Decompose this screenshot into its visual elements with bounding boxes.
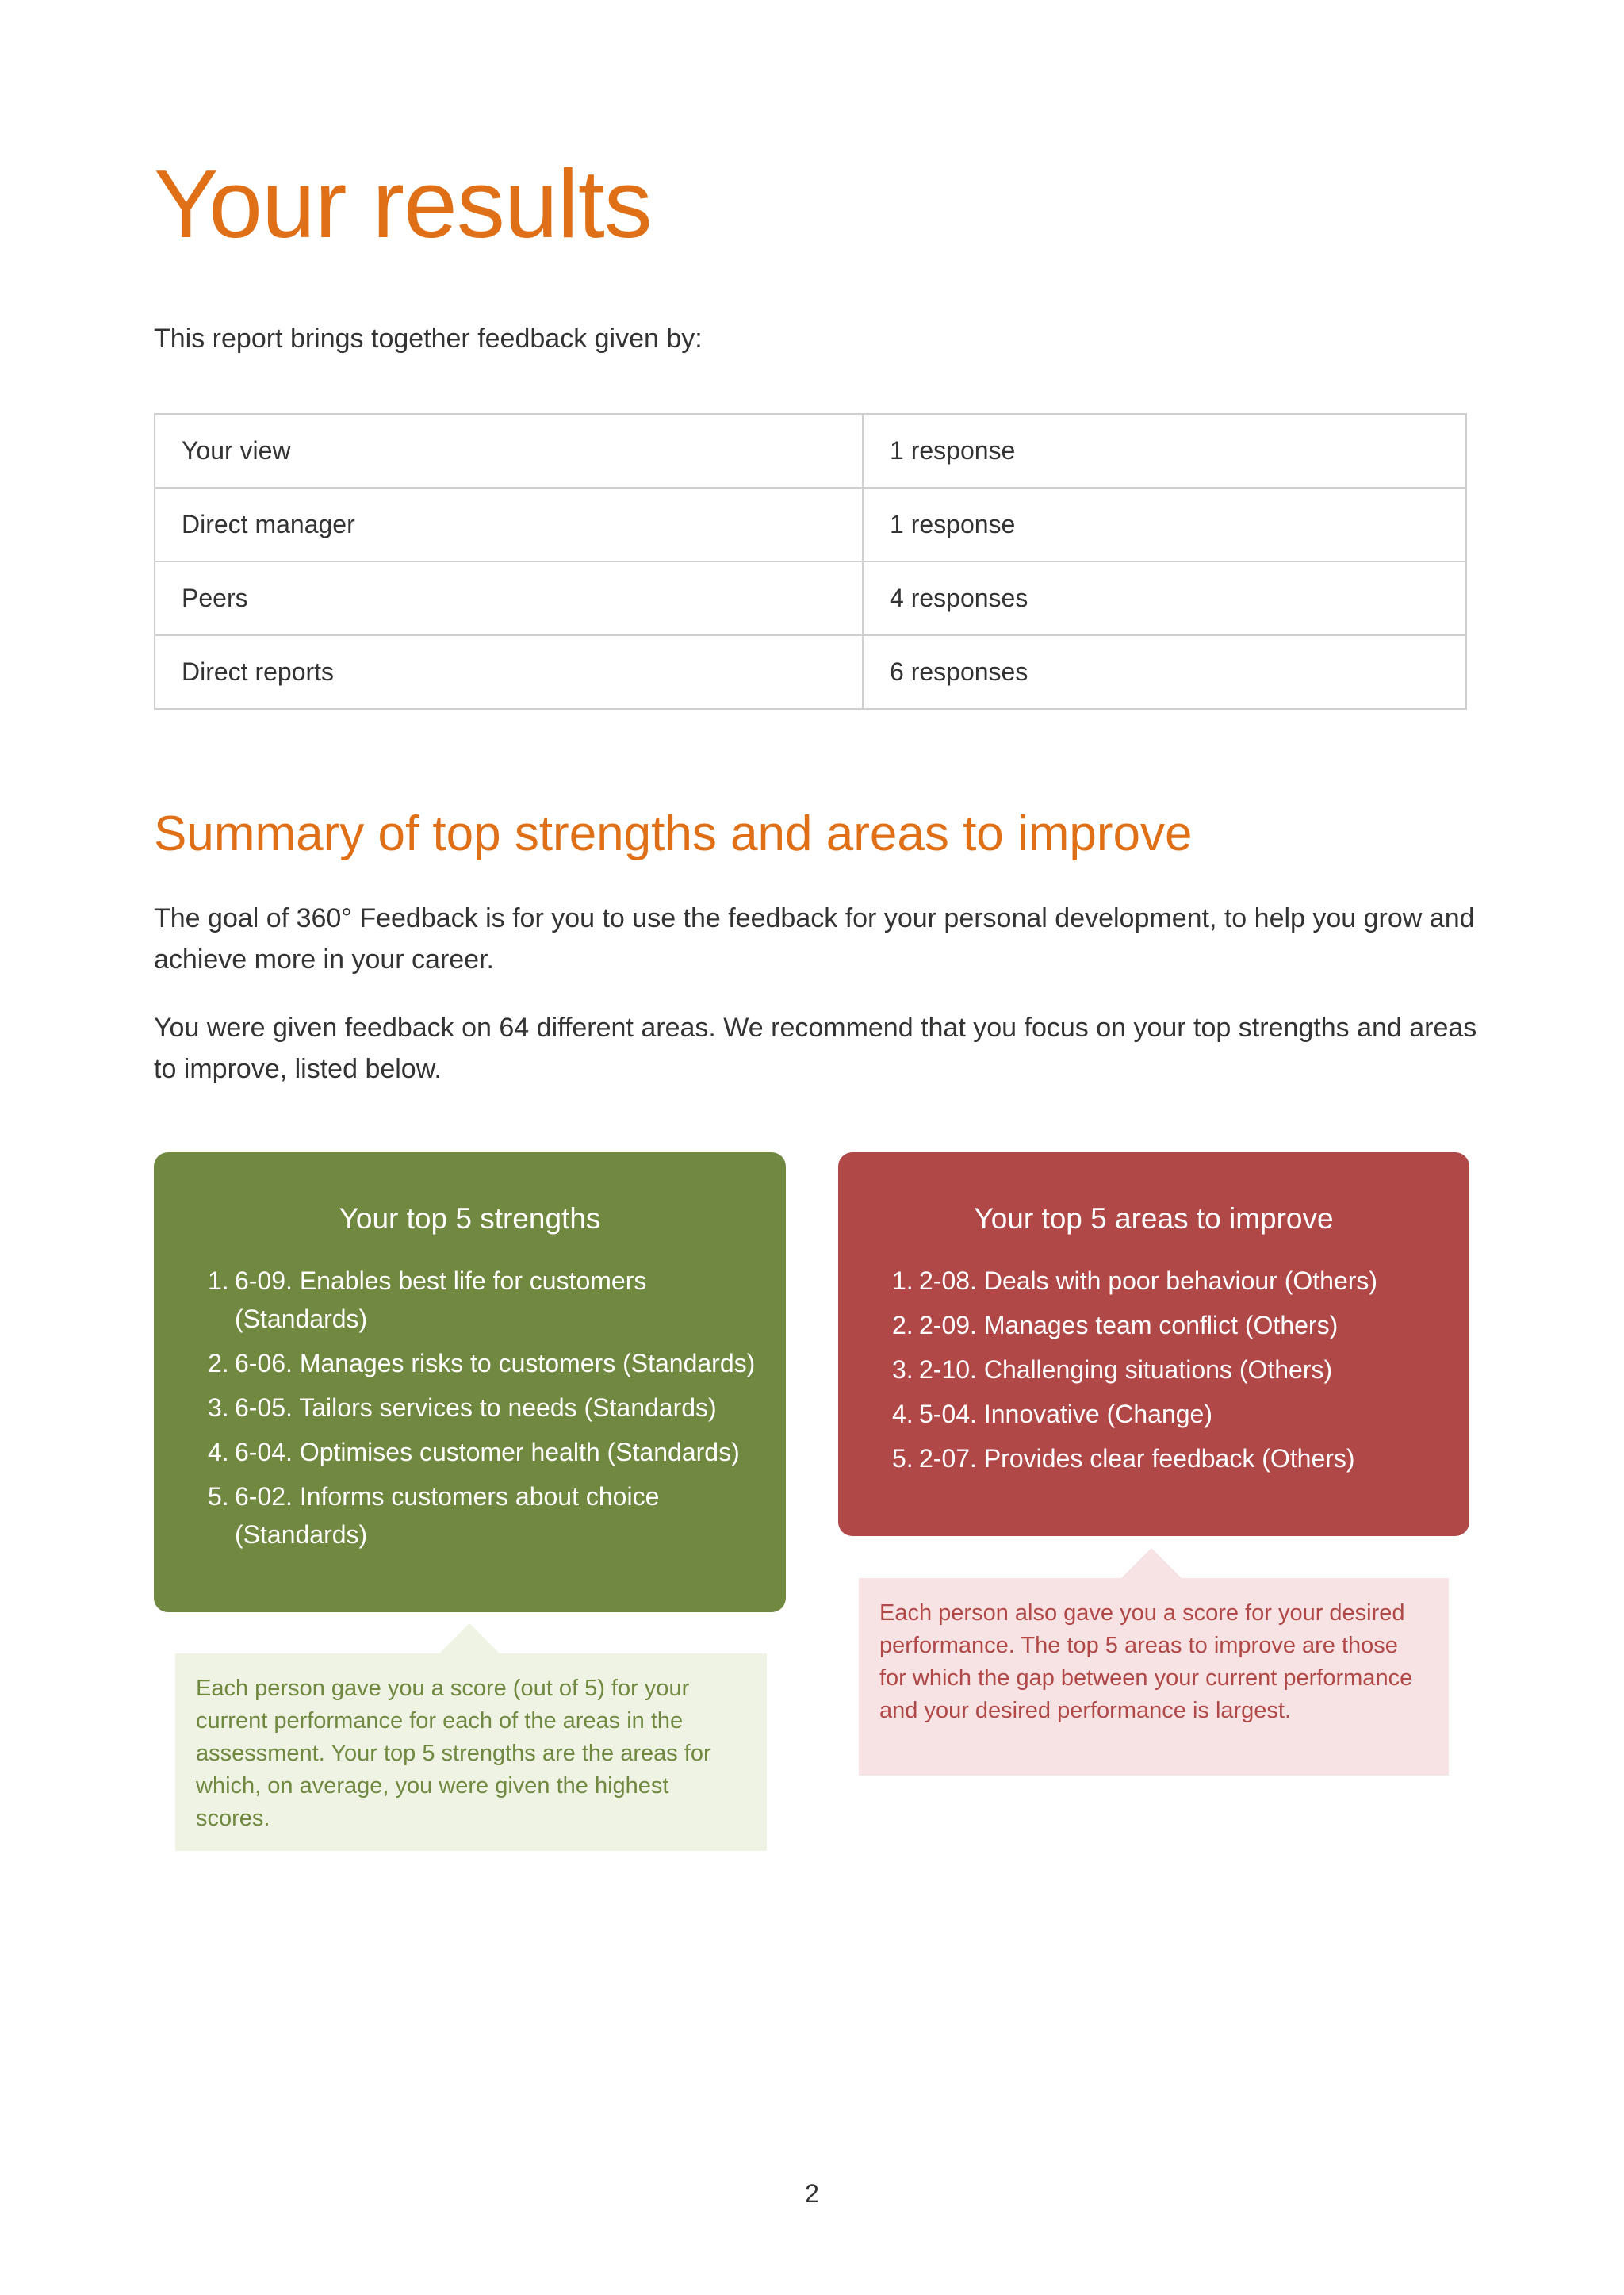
improve-note-text: Each person also gave you a score for your desired performance. The top 5 areas to improve are those for which the gap between your current performance and your desired performance is largest. — [879, 1600, 1413, 1723]
table-row — [155, 488, 1466, 561]
item-text: 6-04. Optimises customer health (Standards) — [235, 1438, 740, 1467]
respondent-group-cell: Direct reports — [155, 635, 863, 709]
item-number: 5. — [208, 1482, 229, 1511]
item-number: 2. — [892, 1311, 914, 1340]
item-number: 3. — [208, 1393, 229, 1423]
item-number: 5. — [892, 1444, 914, 1473]
callout-arrow — [439, 1623, 500, 1653]
strengths-list — [154, 1262, 786, 1554]
list-item — [154, 1433, 786, 1471]
respondent-group-cell: Direct manager — [155, 488, 863, 561]
item-text: 6-02. Informs customers about choice (Standards) — [235, 1482, 660, 1550]
list-item — [154, 1477, 786, 1554]
top-improve-panel — [838, 1152, 1469, 1536]
summary-heading: Summary of top strengths and areas to improve — [154, 807, 1193, 861]
item-number: 1. — [892, 1266, 914, 1296]
respondent-group-cell: Your view — [155, 414, 863, 488]
response-count-cell: 6 responses — [863, 635, 1466, 709]
table-row — [155, 635, 1466, 709]
response-count-cell: 1 response — [863, 414, 1466, 488]
strengths-explanation-note — [175, 1653, 767, 1851]
item-text: 2-10. Challenging situations (Others) — [919, 1355, 1333, 1385]
top-strengths-panel — [154, 1152, 786, 1612]
list-item — [838, 1395, 1469, 1433]
item-number: 1. — [208, 1266, 229, 1296]
summary-paragraph-focus: You were given feedback on 64 different areas. We recommend that you focus on your top strengths and areas to improve, listed below. — [154, 1013, 1477, 1084]
item-text: 6-05. Tailors services to needs (Standards) — [235, 1393, 717, 1423]
improve-explanation-note — [859, 1578, 1449, 1776]
response-count-cell: 1 response — [863, 488, 1466, 561]
responses-table — [154, 413, 1467, 710]
page-number: 2 — [805, 2179, 819, 2208]
table-row — [155, 561, 1466, 635]
strengths-note-text: Each person gave you a score (out of 5) for your current performance for each of the areas in the assessment. Your top 5 strengths are the areas for which, on average, you were given the highest scores. — [196, 1676, 711, 1831]
item-text: 6-06. Manages risks to customers (Standards) — [235, 1349, 756, 1378]
response-count-cell: 4 responses — [863, 561, 1466, 635]
item-number: 3. — [892, 1355, 914, 1385]
list-item — [838, 1262, 1469, 1300]
item-text: 5-04. Innovative (Change) — [919, 1400, 1212, 1429]
respondent-group-cell: Peers — [155, 561, 863, 635]
page-title: Your results — [154, 150, 652, 258]
item-text: 2-07. Provides clear feedback (Others) — [919, 1444, 1355, 1473]
list-item — [838, 1439, 1469, 1477]
table-row — [155, 414, 1466, 488]
strengths-title: Your top 5 strengths — [339, 1202, 601, 1235]
list-item — [154, 1262, 786, 1338]
list-item — [154, 1389, 786, 1427]
item-number: 4. — [892, 1400, 914, 1429]
improve-list — [838, 1262, 1469, 1477]
list-item — [154, 1344, 786, 1382]
item-text: 6-09. Enables best life for customers (Standards) — [235, 1266, 647, 1334]
intro-text: This report brings together feedback given by: — [154, 324, 703, 354]
item-number: 4. — [208, 1438, 229, 1467]
item-number: 2. — [208, 1349, 229, 1378]
item-text: 2-09. Manages team conflict (Others) — [919, 1311, 1339, 1340]
callout-arrow — [1121, 1548, 1182, 1578]
improve-title: Your top 5 areas to improve — [974, 1202, 1334, 1235]
summary-paragraph-goal: The goal of 360° Feedback is for you to use the feedback for your personal development, to help you grow and achieve more in your career. — [154, 903, 1475, 975]
list-item — [838, 1351, 1469, 1389]
list-item — [838, 1306, 1469, 1344]
item-text: 2-08. Deals with poor behaviour (Others) — [919, 1266, 1378, 1296]
